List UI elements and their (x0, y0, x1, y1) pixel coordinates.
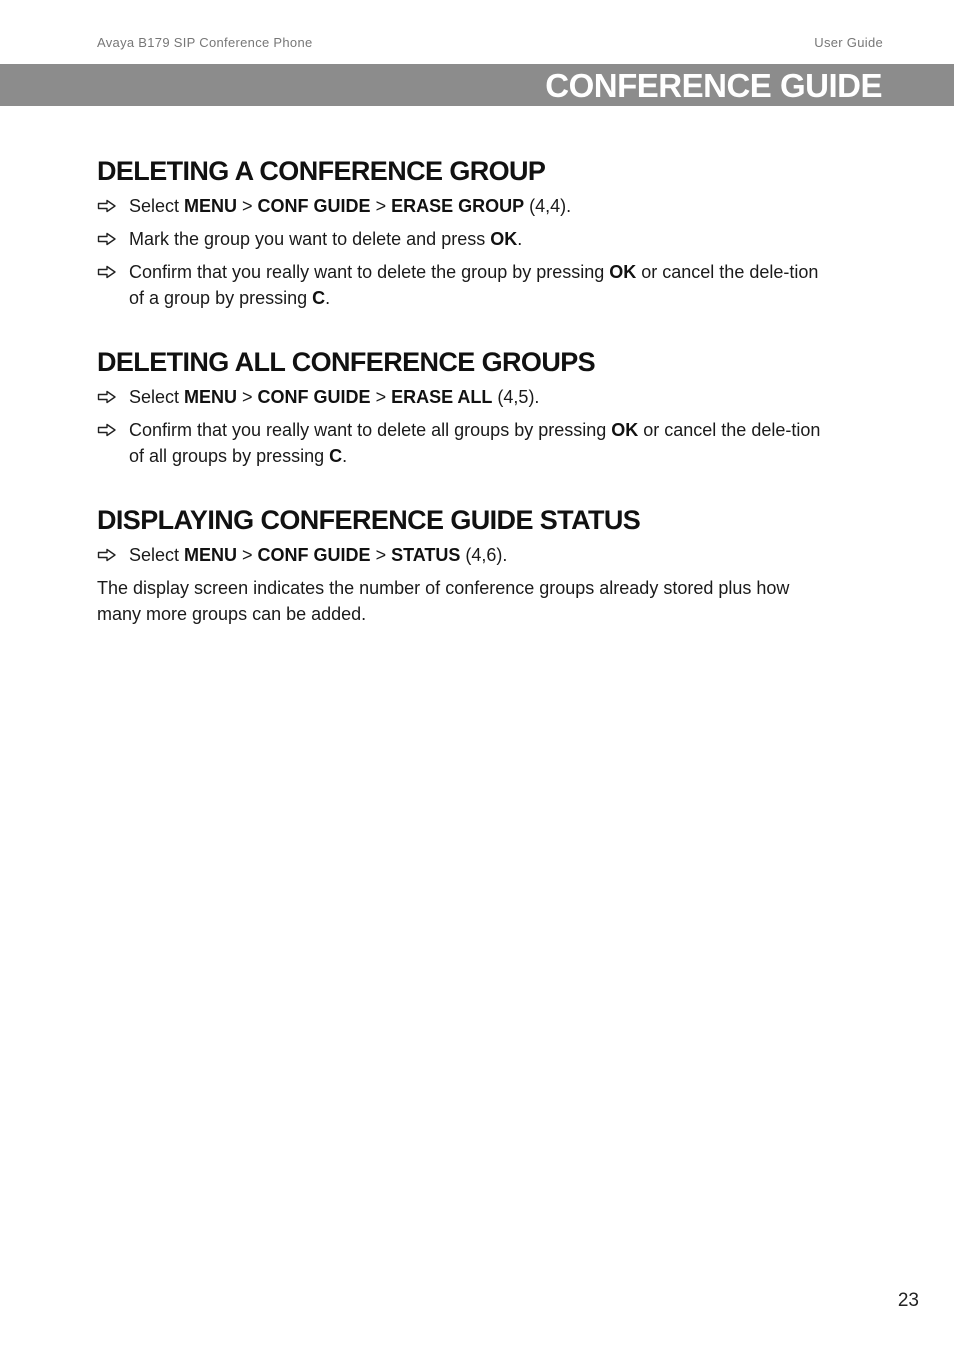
chapter-title: CONFERENCE GUIDE (545, 67, 882, 104)
step-key: OK (609, 262, 637, 282)
step-text: (4,5). (492, 387, 540, 407)
step-key: OK (611, 420, 639, 440)
step-text: Select (129, 196, 185, 216)
header-doc-type: User Guide (814, 35, 883, 50)
arrow-right-icon (97, 548, 117, 562)
section-heading: DELETING ALL CONFERENCE GROUPS (97, 347, 596, 377)
step-text: > (237, 387, 258, 407)
list-item (97, 259, 832, 311)
step-key: ERASE ALL (391, 387, 493, 407)
step-text: > (370, 196, 392, 216)
step-text: . (325, 288, 331, 308)
list-item (97, 226, 832, 252)
step-text: Select (129, 545, 185, 565)
step-key: CONF GUIDE (257, 545, 371, 565)
step-key: STATUS (391, 545, 461, 565)
step-text: . (517, 229, 523, 249)
step-text: (4,6). (460, 545, 508, 565)
step-text: (4,4). (524, 196, 572, 216)
arrow-right-icon (97, 390, 117, 404)
step-text: or cancel the dele-tion of all groups by pressing (129, 420, 821, 466)
list-item (97, 384, 832, 410)
list-item (97, 417, 832, 469)
step-key: MENU (184, 387, 238, 407)
arrow-right-icon (97, 265, 117, 279)
step-key: MENU (184, 545, 238, 565)
page-content (97, 155, 832, 662)
step-key: CONF GUIDE (257, 196, 371, 216)
step-text: Mark the group you want to delete and press (129, 229, 491, 249)
section-delete-group (97, 155, 832, 311)
step-text: . (342, 446, 348, 466)
page-number: 23 (897, 1290, 919, 1311)
step-key: ERASE GROUP (391, 196, 525, 216)
step-list (97, 384, 832, 469)
step-text: Confirm that you really want to delete the group by pressing (129, 262, 610, 282)
step-text: > (237, 196, 258, 216)
header-product-name: Avaya B179 SIP Conference Phone (97, 35, 313, 50)
arrow-right-icon (97, 423, 117, 437)
list-item (97, 193, 832, 219)
step-text: > (370, 545, 392, 565)
step-text: or cancel the dele-tion of a group by pressing (129, 262, 819, 308)
section-guide-status (97, 504, 832, 627)
section-heading: DISPLAYING CONFERENCE GUIDE STATUS (97, 505, 641, 535)
step-key: MENU (184, 196, 238, 216)
step-text: > (237, 545, 258, 565)
section-delete-all-groups (97, 346, 832, 469)
step-key: C (329, 446, 343, 466)
section-heading: DELETING A CONFERENCE GROUP (97, 156, 546, 186)
status-description: The display screen indicates the number of conference groups already stored plus how many more groups can be added. (97, 578, 790, 624)
step-text: Confirm that you really want to delete all groups by pressing (129, 420, 612, 440)
step-key: C (312, 288, 326, 308)
step-text: Select (129, 387, 185, 407)
arrow-right-icon (97, 232, 117, 246)
step-key: OK (490, 229, 518, 249)
chapter-banner (0, 64, 954, 106)
list-item (97, 542, 832, 568)
arrow-right-icon (97, 199, 117, 213)
step-list (97, 193, 832, 311)
step-list (97, 542, 832, 568)
step-text: > (370, 387, 392, 407)
step-key: CONF GUIDE (257, 387, 371, 407)
